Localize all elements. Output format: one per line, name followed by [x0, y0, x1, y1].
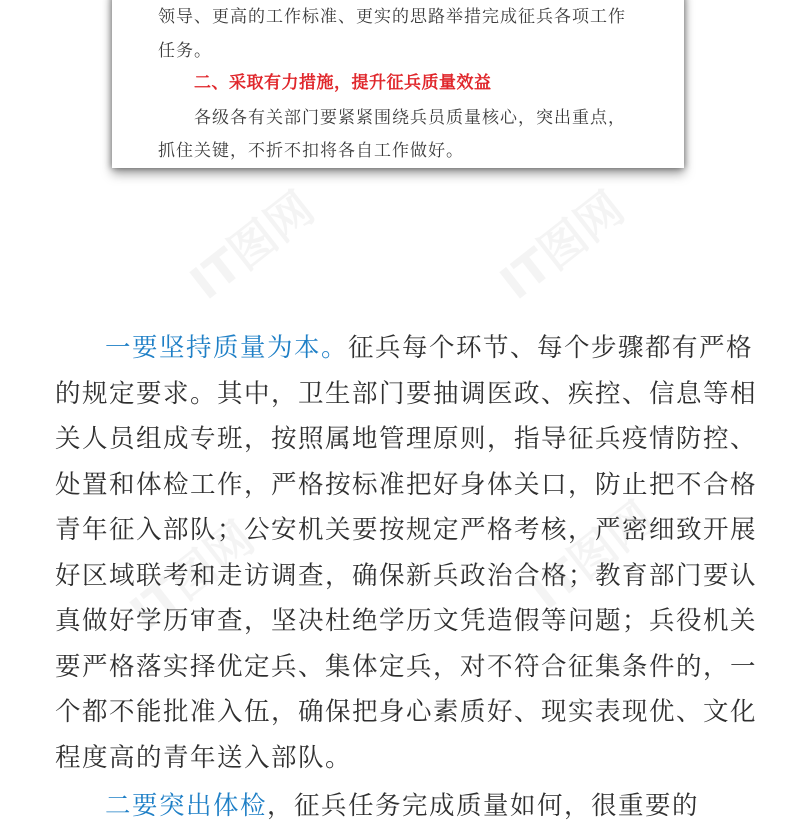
document-preview-card — [112, 0, 684, 168]
card-text-line: 任务。 — [158, 41, 212, 61]
card-text-line: 领导、更高的工作标准、更实的思路举措完成征兵各项工作 — [158, 7, 626, 27]
article-line: 个都不能批准入伍，确保把身心素质好、现实表现优、文化 — [55, 697, 758, 727]
article-line: 真做好学历审查，坚决杜绝学历文凭造假等问题；兵役机关 — [55, 606, 758, 636]
article-line: 青年征入部队；公安机关要按规定严格考核，严密细致开展 — [55, 515, 758, 545]
article-first-line — [55, 326, 754, 372]
article-line: 关人员组成专班，按照属地管理原则，指导征兵疫情防控、 — [55, 424, 758, 454]
article-line: 的规定要求。其中，卫生部门要抽调医政、疾控、信息等相 — [55, 378, 758, 409]
watermark — [485, 174, 636, 313]
card-text-line: 抓住关键，不折不扣将各自工作做好。 — [158, 141, 464, 161]
watermark — [175, 174, 326, 313]
article-text: 征兵每个环节、每个步骤都有严格 — [348, 333, 754, 363]
article-line: 程度高的青年送入部队。 — [55, 742, 353, 773]
article-text: ，征兵任务完成质量如何，很重要的 — [267, 791, 700, 821]
article-next-paragraph — [105, 786, 699, 822]
article-lead-phrase: 一要坚持质量为本。 — [105, 333, 349, 363]
article-lead-phrase: 二要突出体检 — [105, 791, 268, 821]
article-line: 处置和体检工作，严格按标准把好身体关口，防止把不合格 — [55, 469, 758, 500]
article-line: 要严格落实择优定兵、集体定兵，对不符合征集条件的，一 — [55, 651, 758, 682]
section-heading: 二、采取有力措施，提升征兵质量效益 — [194, 73, 492, 93]
article-body — [55, 326, 758, 781]
card-text-line: 各级各有关部门要紧紧围绕兵员质量核心，突出重点， — [194, 108, 626, 128]
article-line: 好区域联考和走访调查，确保新兵政治合格；教育部门要认 — [55, 560, 758, 591]
